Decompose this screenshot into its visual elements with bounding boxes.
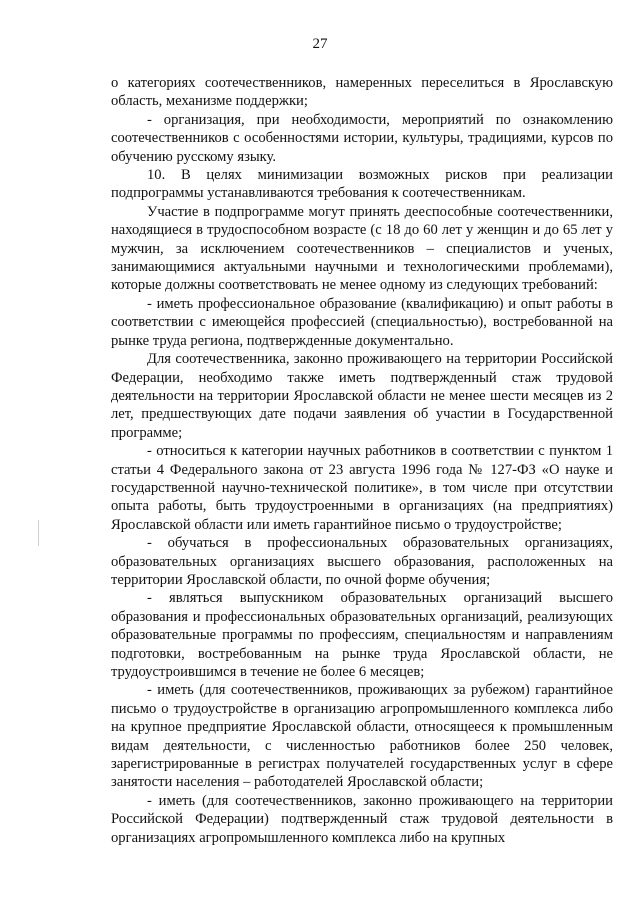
scan-margin-mark <box>38 520 39 546</box>
paragraph-8: - обучаться в профессиональных образовательных организациях, образовательных организациях высшего образования, расположенных на территории Ярославской области, по очной форме обучения; <box>111 535 613 588</box>
paragraph-5: - иметь профессиональное образование (квалификацию) и опыт работы в соответствии с имеющейся профессией (специальностью), востребованной на рынке труда региона, подтвержденные документально. <box>111 295 613 349</box>
page-number: 27 <box>312 36 328 52</box>
paragraph-1: о категориях соотечественников, намеренных переселиться в Ярославскую область, механизме поддержки; <box>111 75 613 110</box>
paragraph-10: - иметь (для соотечественников, проживающих за рубежом) гарантийное письмо о трудоустройстве в организацию агропромышленного комплекса либо на крупное предприятие Ярославской области, относящееся к промышленным видам деятельности, с численностью работников более 250 человек, зарегистрированные в регистрах получателей государственных услуг в сфере занятости населения – работодателей Ярославской области; <box>111 682 613 791</box>
paragraph-7: - относиться к категории научных работников в соответствии с пунктом 1 статьи 4 Федерального закона от 23 августа 1996 года № 127-ФЗ «О науке и государственной научно-технической политике», в том числе при отсутствии опыта работы, быть трудоустроенными в организациях (на предприятиях) Ярославской области или иметь гарантийное письмо о трудоустройстве; <box>111 443 613 533</box>
paragraph-3: 10. В целях минимизации возможных рисков при реализации подпрограммы устанавливаются требования к соотечественникам. <box>111 167 613 202</box>
paragraph-2: - организация, при необходимости, мероприятий по ознакомлению соотечественников с особенностями истории, культуры, традициями, курсов по обучению русскому языку. <box>111 111 613 165</box>
paragraph-11: - иметь (для соотечественников, законно проживающего на территории Российской Федерации) подтвержденный стаж трудовой деятельности в организациях агропромышленного комплекса либо на крупных <box>111 792 613 846</box>
paragraph-9: - являться выпускником образовательных организаций высшего образования и профессиональных образовательных организаций, реализующих образовательные программы по профессиям, специальностям и направлениям подготовки, востребованным на рынке труда Ярославской области, не трудоустроившимся в течение не более 6 месяцев; <box>111 590 613 680</box>
document-body <box>111 74 613 847</box>
paragraph-6: Для соотечественника, законно проживающего на территории Российской Федерации, необходимо также иметь подтвержденный стаж трудовой деятельности на территории Ярославской области не менее шести месяцев из 2 лет, предшествующих дате подачи заявления об участии в Государственной программе; <box>111 351 613 441</box>
paragraph-4: Участие в подпрограмме могут принять дееспособные соотечественники, находящиеся в трудоспособном возрасте (с 18 до 60 лет у женщин и до 65 лет у мужчин, за исключением соотечественников – специалистов и ученых, занимающимися актуальными научными и технологическими проблемами), которые должны соответствовать не менее одному из следующих требований: <box>111 203 613 294</box>
